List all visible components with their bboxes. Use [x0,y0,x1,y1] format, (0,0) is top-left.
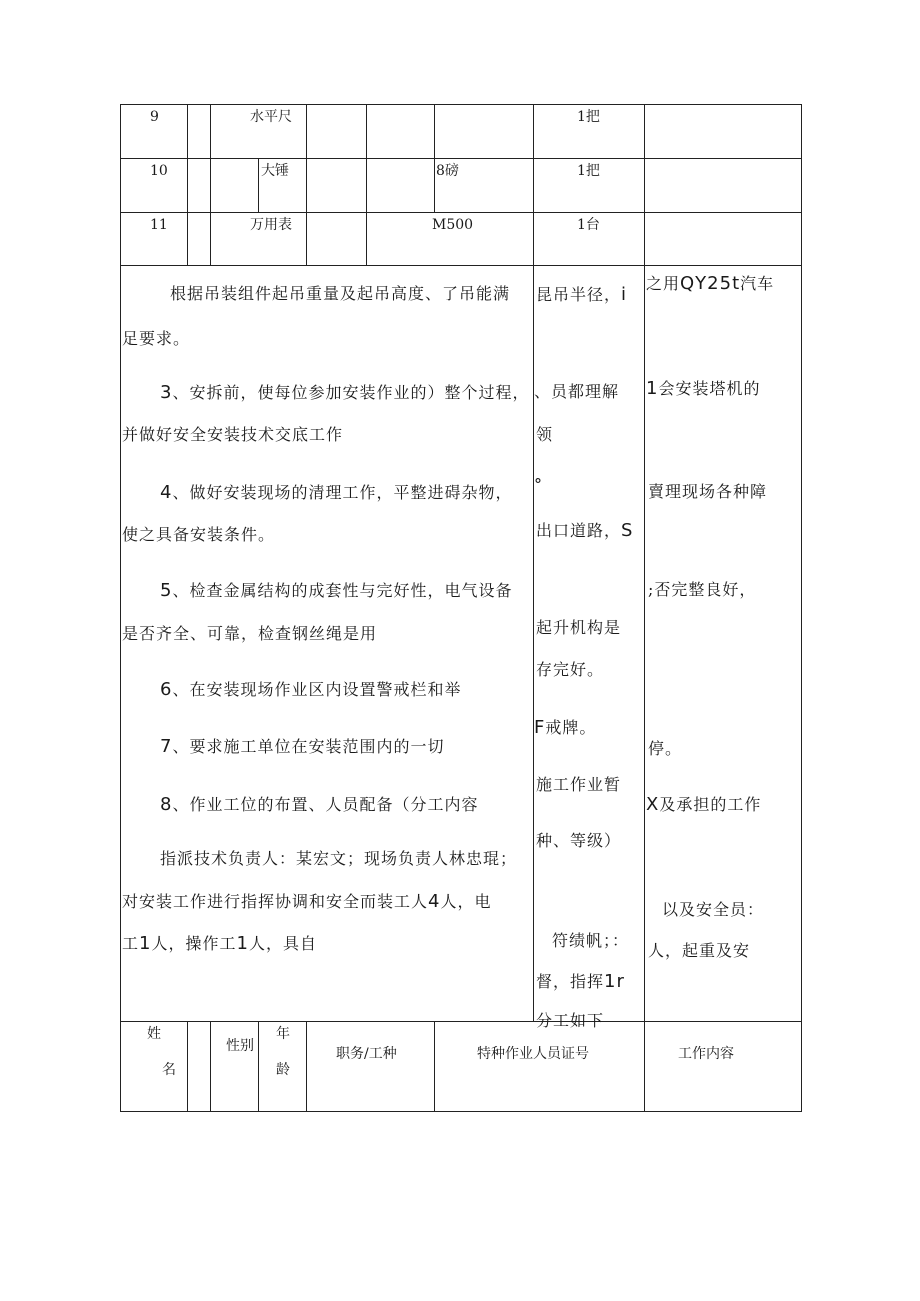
header-cert-no: 特种作业人员证号 [477,1046,589,1062]
column-divider [187,104,188,266]
column-divider [644,104,645,266]
fragment-text: 之用 [646,274,681,293]
table-cell-qty: 1把 [577,109,600,125]
table-cell-no: 9 [150,109,159,125]
column-divider [434,104,435,213]
count-number: 1 [139,933,152,954]
table-cell-name: 万用表 [250,217,292,233]
column-divider [533,265,534,1022]
table-cell-name: 大锤 [261,163,289,179]
fragment-text: 汽车 [740,274,775,293]
fragment-line: 起升机构是 [536,618,622,637]
fragment-line: 种、等级） [536,831,622,850]
fragment-line: 领 [536,425,554,444]
step-number: 3 [160,382,173,403]
paragraph-line [160,738,444,756]
paragraph-line [160,582,512,600]
paragraph-line [160,384,529,402]
row-divider [120,212,802,213]
paragraph-line: 使之具备安装条件。 [122,525,276,544]
step-text: 、要求施工单位在安装范围内的一切 [172,737,445,756]
fragment-line: 符绩帆；： [552,931,630,950]
fragment-text: 及承担的工作 [659,795,762,814]
step-number: 8 [160,794,173,815]
fragment-line [646,380,760,398]
fragment-line: ;否完整良好， [648,580,757,599]
table-bottom-border [120,1111,802,1112]
column-divider [306,104,307,266]
column-divider [533,104,534,266]
fragment-glyph: F [534,717,546,738]
fragment-line: 分工如下 [536,1011,605,1030]
paragraph-line [160,484,512,502]
step-number: 6 [160,679,173,700]
table-cell-spec: M500 [432,217,474,233]
line-text: 人，电 [440,892,492,911]
column-divider [258,158,259,213]
fragment-text: 昆吊半径， [536,285,622,304]
step-number: 5 [160,580,173,601]
column-divider [644,1021,645,1112]
table-cell-no: 10 [150,163,168,179]
fragment-line: 賣理现场各种障 [648,482,768,501]
header-work-content: 工作内容 [678,1046,734,1062]
paragraph-line [160,681,461,699]
paragraph-line: 是否齐全、可靠，检查钢丝绳是用 [122,624,378,643]
fragment-line [646,275,774,293]
fragment-line: 施工作业暂 [536,775,622,794]
fragment-line: 存完好。 [536,660,605,679]
fragment-glyph: S [621,520,634,541]
fragment-line: 、员都理解 [534,382,620,401]
fragment-line [536,973,625,991]
fragment-line: 停。 [648,739,683,758]
column-divider [434,1021,435,1112]
table-right-border [801,104,802,1112]
fragment-line [536,522,633,540]
row-divider [120,265,802,266]
step-text: 、作业工位的布置、人员配备（分工内容 [172,795,479,814]
paragraph-line: 并做好安全安装技术交底工作 [122,425,344,444]
header-gender: 性别 [226,1038,254,1054]
fragment-glyph: X [646,794,660,815]
step-text: 、做好安装现场的清理工作，平整进碍杂物， [172,483,513,502]
fragment-text: 戒牌。 [545,718,597,737]
column-divider [210,104,211,266]
fragment-text: 会安装塔机的 [658,379,761,398]
fragment-glyph: 1r [604,971,625,992]
count-number: 4 [428,891,441,912]
step-text: 、检查金属结构的成套性与完好性，电气设备 [172,581,513,600]
fragment-line: 人，起重及安 [648,941,751,960]
fragment-line [536,286,627,304]
table-cell-no: 11 [150,217,168,233]
paragraph-line: 指派技术负责人：某宏文；现场负责人林忠琨； [160,849,518,868]
line-text: 工 [122,934,140,953]
table-cell-qty: 1把 [577,163,600,179]
fragment-text: 出口道路， [536,521,622,540]
header-position: 职务/工种 [336,1046,397,1062]
column-divider [258,1021,259,1112]
paragraph-line [122,935,317,953]
paragraph-line [160,796,478,814]
column-divider [210,1021,211,1112]
count-number: 1 [236,933,249,954]
step-text: 、安拆前，使每位参加安装作业的）整个过程， [172,383,530,402]
fragment-line [646,796,761,814]
paragraph-line: 根据吊装组件起吊重量及起吊高度、了吊能满 [170,284,511,303]
column-divider [366,104,367,266]
step-text: 、在安装现场作业区内设置警戒栏和举 [172,680,462,699]
fragment-line [534,719,596,737]
line-text: 人，操作工 [151,934,237,953]
row-divider [120,1021,802,1022]
column-divider [306,1021,307,1112]
table-cell-name: 水平尺 [250,109,292,125]
table-top-border [120,104,802,105]
fragment-glyph: QY25t [680,273,741,294]
paragraph-line: 足要求。 [122,329,191,348]
fragment-line: ° [534,475,543,494]
header-age: 年 [276,1026,290,1042]
column-divider [644,265,645,1022]
fragment-glyph: i [621,284,628,305]
row-divider [120,158,802,159]
paragraph-line [122,893,491,911]
fragment-text: 督，指挥 [536,972,605,991]
fragment-line: 以及安全员： [662,900,765,919]
table-left-border [120,104,121,1112]
header-age: 龄 [276,1062,290,1078]
column-divider [187,1021,188,1112]
line-text: 对安装工作进行指挥协调和安全而装工人 [122,892,429,911]
line-text: 人，具自 [248,934,317,953]
fragment-glyph: 1 [646,378,659,399]
header-name: 名 [162,1062,176,1078]
table-cell-qty: 1台 [577,217,600,233]
table-cell-spec: 8磅 [436,163,459,179]
step-number: 7 [160,736,173,757]
step-number: 4 [160,482,173,503]
header-name: 姓 [147,1026,161,1042]
